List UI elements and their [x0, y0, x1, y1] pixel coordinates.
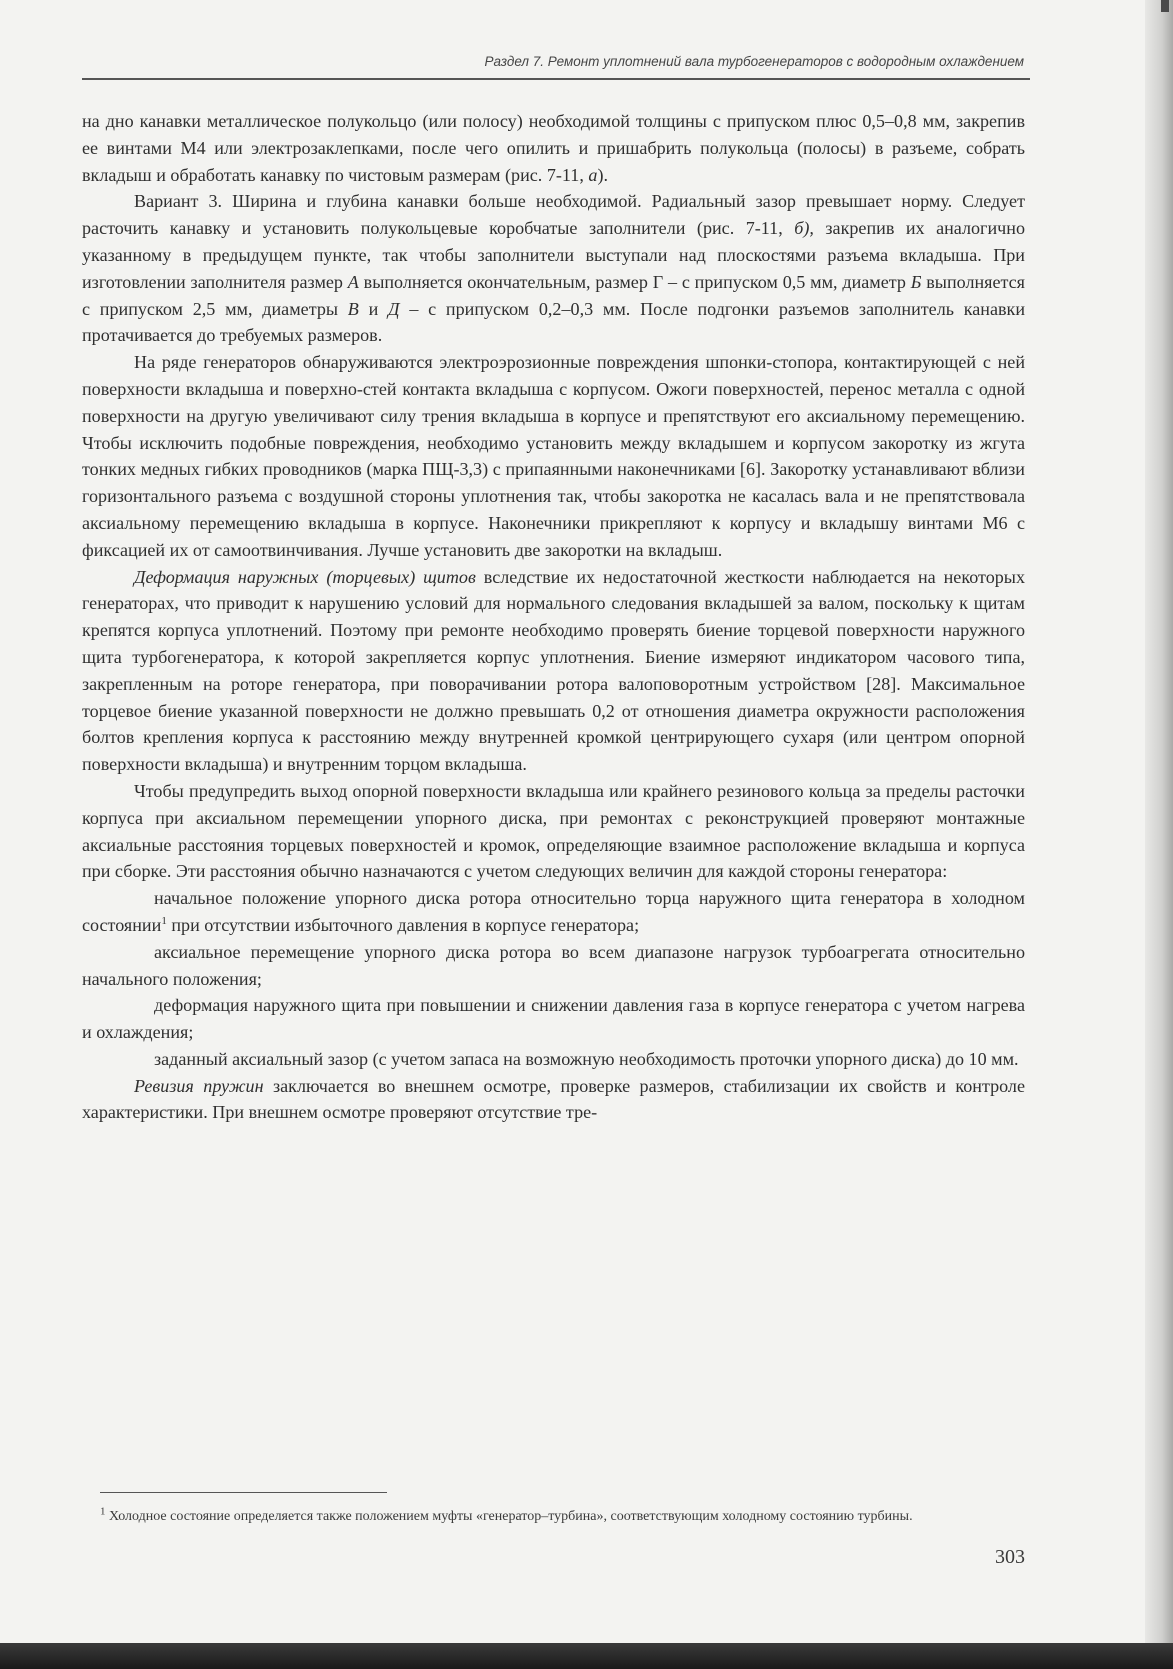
emphasis-run: Д	[388, 298, 400, 319]
emphasis-run: б),	[794, 218, 814, 239]
paragraph-axial-distances: Чтобы предупредить выход опорной поверхности вкладыша или крайнего резинового кольца за пределы расточки корпуса при аксиальном перемещении упорного диска, при ремонтах с реконструкцией проверяют монтажные аксиальные расстояния торцевых поверхностей и кромок, определяющие взаимное расположение вкладыша и корпуса при сборке. Эти расстояния обычно назначаются с учетом следующих величин для каждой стороны генератора:	[82, 780, 1025, 882]
text-run: – с припуском 0,2–0,3 мм. После подгонки разъемов заполнитель канавки протачивается до требуемых размеров.	[82, 298, 1026, 346]
footnote	[100, 1506, 1025, 1527]
text-run: выполняется с припуском 2,5 мм, диаметры	[82, 271, 1026, 319]
running-header: Раздел 7. Ремонт уплотнений вала турбогенераторов с водородным охлаждением	[484, 54, 1024, 69]
paragraph-1-text: на дно канавки металлическое полукольцо (или полосу) необходимой толщины с припуском плюс 0,5–0,8 мм, закрепив ее винтами М4 или электрозаклепками, после чего опилить и пришабрить полукольца (полосы) в разъеме, собрать вкладыш и обработать канавку по чистовым размерам (рис. 7-11,	[82, 111, 1025, 185]
text-run: закрепив их аналогично указанному в предыдущем пункте, так чтобы заполнители выступали над плоскостями разъема вкладыша. При изготовлении заполнителя размер	[82, 218, 1025, 292]
scan-artifact	[1161, 0, 1169, 12]
page-body	[82, 108, 1025, 1126]
scanner-bottom-edge	[0, 1643, 1173, 1669]
paragraph-1	[82, 108, 1025, 188]
paragraph-variant-3	[82, 188, 1025, 349]
text-run: вследствие их недостаточной жесткости наблюдается на некоторых генераторах, что приводит к нарушению условий для нормального следования вкладышей за валом, поскольку к щитам крепятся корпуса уплотнений. Поэтому при ремонте необходимо проверять биение торцевой поверхности наружного щита турбогенератора, к которой закрепляется корпус уплотнения. Биение измеряют индикатором часового типа, закрепленным на роторе генератора, при поворачивании ротора валоповоротным устройством [28]. Максимальное торцевое биение указанной поверхности не должно превышать 0,2 от отношения диаметра окружности расположения болтов крепления корпуса к расстоянию между внутренней кромкой центрирующего сухаря (или центром опорной поверхности вкладыша) и внутренним торцом вкладыша.	[82, 566, 1025, 775]
list-item-axial-gap: заданный аксиальный зазор (с учетом запаса на возможную необходимость проточки упорного диска) до 10 мм.	[154, 1048, 1019, 1069]
header-rule	[82, 78, 1030, 80]
emphasis-run: В	[347, 298, 359, 319]
text-run: и	[358, 298, 389, 319]
paragraph-spring-revision	[82, 1073, 1025, 1127]
paragraph-1-emphasis: а	[588, 164, 598, 185]
footnote-text: Холодное состояние определяется также положением муфты «генератор–турбина», соответствующим холодному состоянию турбины.	[105, 1509, 913, 1524]
text-run: заключается во внешнем осмотре, проверке размеров, стабилизации их свойств и контроле характеристики. При внешнем осмотре проверяют отсутствие тре-	[82, 1075, 1025, 1123]
emphasis-run: Деформация наружных (торцевых) щитов	[134, 566, 476, 587]
emphasis-run: Ревизия пружин	[134, 1075, 264, 1096]
emphasis-run: Б	[910, 271, 922, 292]
list-item-axial-movement: аксиальное перемещение упорного диска ротора во всем диапазоне нагрузок турбоагрегата относительно начального положения;	[82, 941, 1025, 989]
paragraph-erosion: На ряде генераторов обнаруживаются электроэрозионные повреждения шпонки-стопора, контактирующей с ней поверхности вкладыша и поверхно-стей контакта вкладыша с корпусом. Ожоги поверхностей, перенос металла с одной поверхности на другую увеличивают силу трения вкладыша в корпусе и препятствуют его аксиальному перемещению. Чтобы исключить подобные повреждения, необходимо установить между вкладышем и корпусом закоротку из жгута тонких медных гибких проводников (марка ПЩ-3,3) с припаянными наконечниками [6]. Закоротку устанавливают вблизи горизонтального разъема с воздушной стороны уплотнения так, чтобы закоротка не касалась вала и не препятствовала аксиальному перемещению вкладыша в корпусе. Наконечники прикрепляют к корпусу и вкладышу винтами М6 с фиксацией их от самоотвинчивания. Лучше установить две закоротки на вкладыш.	[82, 352, 1025, 560]
text-run: начальное положение упорного диска ротора относительно торца наружного щита генератора в холодном состоянии	[82, 888, 1025, 935]
text-run: выполняется окончательным, размер Г – с припуском 0,5 мм, диаметр	[358, 271, 911, 292]
paragraph-deformation	[82, 564, 1025, 778]
page-edge-shadow	[1145, 0, 1173, 1669]
paragraph-1-end: ).	[597, 164, 608, 185]
emphasis-run: А	[347, 271, 359, 292]
footnote-reference: 1	[161, 914, 167, 927]
page-number: 303	[995, 1546, 1025, 1568]
footnote-rule	[100, 1492, 387, 1493]
text-run: Вариант 3. Ширина и глубина канавки больше необходимой. Радиальный зазор превышает норму. Следует расточить канавку и установить полукольцевые коробчатые заполнители (рис. 7-11,	[82, 191, 1025, 239]
list-item-initial-position	[82, 885, 1025, 939]
list-item-shield-deformation: деформация наружного щита при повышении и снижении давления газа в корпусе генератора с учетом нагрева и охлаждения;	[82, 995, 1025, 1043]
text-run: при отсутствии избыточного давления в корпусе генератора;	[166, 914, 640, 935]
footnote-mark: 1	[100, 1505, 106, 1518]
